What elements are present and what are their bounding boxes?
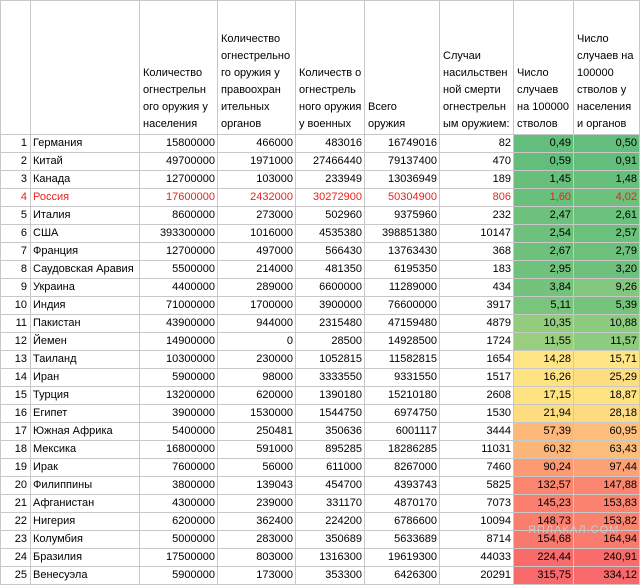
civilian-guns: 15800000 xyxy=(140,135,218,153)
total-guns: 5633689 xyxy=(365,531,440,549)
gun-deaths: 8714 xyxy=(440,531,514,549)
row-number: 3 xyxy=(1,171,31,189)
rate-per-100k-civ: 0,50 xyxy=(574,135,640,153)
table-row xyxy=(1,423,640,441)
police-guns: 283000 xyxy=(218,531,296,549)
header-civilian: Количество огнестрельн ого оружия у населения xyxy=(140,1,218,135)
table-row xyxy=(1,297,640,315)
rate-per-100k-civ: 97,44 xyxy=(574,459,640,477)
row-number: 13 xyxy=(1,351,31,369)
row-number: 14 xyxy=(1,369,31,387)
military-guns: 1390180 xyxy=(296,387,365,405)
gun-deaths: 5825 xyxy=(440,477,514,495)
row-number: 20 xyxy=(1,477,31,495)
rate-per-100k: 2,67 xyxy=(514,243,574,261)
rate-per-100k-civ: 240,91 xyxy=(574,549,640,567)
total-guns: 8267000 xyxy=(365,459,440,477)
country-name: Германия xyxy=(31,135,140,153)
row-number: 19 xyxy=(1,459,31,477)
table-row xyxy=(1,567,640,585)
rate-per-100k: 1,60 xyxy=(514,189,574,207)
rate-per-100k: 14,28 xyxy=(514,351,574,369)
gun-deaths: 1530 xyxy=(440,405,514,423)
watermark: ЯПЛАКАЛ.COM xyxy=(528,524,620,536)
rate-per-100k-civ: 60,95 xyxy=(574,423,640,441)
police-guns: 497000 xyxy=(218,243,296,261)
row-number: 21 xyxy=(1,495,31,513)
table-row xyxy=(1,207,640,225)
gun-deaths: 7460 xyxy=(440,459,514,477)
country-name: Китай xyxy=(31,153,140,171)
gun-deaths: 434 xyxy=(440,279,514,297)
country-name: Бразилия xyxy=(31,549,140,567)
military-guns: 28500 xyxy=(296,333,365,351)
header-police: Количество огнестрельно го оружия у правоохран ительных органов xyxy=(218,1,296,135)
table-row xyxy=(1,279,640,297)
rate-per-100k-civ: 3,20 xyxy=(574,261,640,279)
military-guns: 353300 xyxy=(296,567,365,585)
table-row xyxy=(1,351,640,369)
total-guns: 13036949 xyxy=(365,171,440,189)
rate-per-100k-civ: 63,43 xyxy=(574,441,640,459)
military-guns: 481350 xyxy=(296,261,365,279)
rate-per-100k: 90,24 xyxy=(514,459,574,477)
military-guns: 350636 xyxy=(296,423,365,441)
gun-deaths: 20291 xyxy=(440,567,514,585)
total-guns: 398851380 xyxy=(365,225,440,243)
rate-per-100k: 0,59 xyxy=(514,153,574,171)
total-guns: 4393743 xyxy=(365,477,440,495)
total-guns: 13763430 xyxy=(365,243,440,261)
country-name: Пакистан xyxy=(31,315,140,333)
table-row xyxy=(1,243,640,261)
rate-per-100k: 60,32 xyxy=(514,441,574,459)
civilian-guns: 3800000 xyxy=(140,477,218,495)
police-guns: 1971000 xyxy=(218,153,296,171)
rate-per-100k: 145,23 xyxy=(514,495,574,513)
gun-deaths: 183 xyxy=(440,261,514,279)
police-guns: 289000 xyxy=(218,279,296,297)
police-guns: 0 xyxy=(218,333,296,351)
gun-deaths: 470 xyxy=(440,153,514,171)
civilian-guns: 14900000 xyxy=(140,333,218,351)
police-guns: 98000 xyxy=(218,369,296,387)
military-guns: 2315480 xyxy=(296,315,365,333)
total-guns: 6195350 xyxy=(365,261,440,279)
rate-per-100k-civ: 0,91 xyxy=(574,153,640,171)
gun-deaths: 10147 xyxy=(440,225,514,243)
header-military: Количеств о огнестрель ного оружия у военных xyxy=(296,1,365,135)
row-number: 25 xyxy=(1,567,31,585)
row-number: 17 xyxy=(1,423,31,441)
rate-per-100k: 3,84 xyxy=(514,279,574,297)
gun-deaths: 7073 xyxy=(440,495,514,513)
civilian-guns: 7600000 xyxy=(140,459,218,477)
total-guns: 16749016 xyxy=(365,135,440,153)
civilian-guns: 5900000 xyxy=(140,567,218,585)
table-row xyxy=(1,153,640,171)
gun-deaths: 1724 xyxy=(440,333,514,351)
military-guns: 483016 xyxy=(296,135,365,153)
rate-per-100k-civ: 28,18 xyxy=(574,405,640,423)
row-number: 16 xyxy=(1,405,31,423)
police-guns: 1700000 xyxy=(218,297,296,315)
total-guns: 6001117 xyxy=(365,423,440,441)
country-name: Афганистан xyxy=(31,495,140,513)
rate-per-100k-civ: 4,02 xyxy=(574,189,640,207)
civilian-guns: 43900000 xyxy=(140,315,218,333)
row-number: 22 xyxy=(1,513,31,531)
row-number: 7 xyxy=(1,243,31,261)
rate-per-100k-civ: 25,29 xyxy=(574,369,640,387)
total-guns: 79137400 xyxy=(365,153,440,171)
row-number: 2 xyxy=(1,153,31,171)
rate-per-100k: 0,49 xyxy=(514,135,574,153)
table-row xyxy=(1,171,640,189)
military-guns: 6600000 xyxy=(296,279,365,297)
table-row xyxy=(1,261,640,279)
gun-deaths: 1654 xyxy=(440,351,514,369)
table-row xyxy=(1,135,640,153)
row-number: 18 xyxy=(1,441,31,459)
country-name: Венесуэла xyxy=(31,567,140,585)
civilian-guns: 71000000 xyxy=(140,297,218,315)
civilian-guns: 393300000 xyxy=(140,225,218,243)
rate-per-100k: 224,44 xyxy=(514,549,574,567)
rate-per-100k-civ: 153,83 xyxy=(574,495,640,513)
rate-per-100k-civ: 2,61 xyxy=(574,207,640,225)
rate-per-100k-civ: 15,71 xyxy=(574,351,640,369)
civilian-guns: 49700000 xyxy=(140,153,218,171)
total-guns: 15210180 xyxy=(365,387,440,405)
military-guns: 30272900 xyxy=(296,189,365,207)
rate-per-100k: 1,45 xyxy=(514,171,574,189)
rate-per-100k-civ: 2,79 xyxy=(574,243,640,261)
table-row xyxy=(1,225,640,243)
table-row xyxy=(1,495,640,513)
country-name: Ирак xyxy=(31,459,140,477)
row-number: 12 xyxy=(1,333,31,351)
rate-per-100k-civ: 2,57 xyxy=(574,225,640,243)
rate-per-100k: 57,39 xyxy=(514,423,574,441)
total-guns: 6426300 xyxy=(365,567,440,585)
country-name: Филиппины xyxy=(31,477,140,495)
rate-per-100k-civ: 1,48 xyxy=(574,171,640,189)
row-number: 8 xyxy=(1,261,31,279)
country-name: Россия xyxy=(31,189,140,207)
rate-per-100k: 2,47 xyxy=(514,207,574,225)
military-guns: 1544750 xyxy=(296,405,365,423)
country-name: Иран xyxy=(31,369,140,387)
total-guns: 11582815 xyxy=(365,351,440,369)
gun-deaths: 1517 xyxy=(440,369,514,387)
military-guns: 4535380 xyxy=(296,225,365,243)
gun-deaths: 11031 xyxy=(440,441,514,459)
country-name: Украина xyxy=(31,279,140,297)
rate-per-100k-civ: 5,39 xyxy=(574,297,640,315)
rate-per-100k: 21,94 xyxy=(514,405,574,423)
country-name: Франция xyxy=(31,243,140,261)
rate-per-100k: 10,35 xyxy=(514,315,574,333)
civilian-guns: 10300000 xyxy=(140,351,218,369)
header-index xyxy=(1,1,31,135)
military-guns: 3900000 xyxy=(296,297,365,315)
police-guns: 803000 xyxy=(218,549,296,567)
country-name: Италия xyxy=(31,207,140,225)
military-guns: 1052815 xyxy=(296,351,365,369)
country-name: США xyxy=(31,225,140,243)
gun-deaths: 10094 xyxy=(440,513,514,531)
gun-deaths: 4879 xyxy=(440,315,514,333)
country-name: Мексика xyxy=(31,441,140,459)
civilian-guns: 3900000 xyxy=(140,405,218,423)
gun-deaths: 189 xyxy=(440,171,514,189)
country-name: Колумбия xyxy=(31,531,140,549)
row-number: 6 xyxy=(1,225,31,243)
rate-per-100k-civ: 18,87 xyxy=(574,387,640,405)
table-body xyxy=(1,135,640,585)
rate-per-100k-civ: 153,82 xyxy=(574,513,640,531)
military-guns: 611000 xyxy=(296,459,365,477)
police-guns: 591000 xyxy=(218,441,296,459)
country-name: Саудовская Аравия xyxy=(31,261,140,279)
rate-per-100k: 5,11 xyxy=(514,297,574,315)
table-row xyxy=(1,441,640,459)
total-guns: 50304900 xyxy=(365,189,440,207)
gun-deaths: 806 xyxy=(440,189,514,207)
military-guns: 27466440 xyxy=(296,153,365,171)
police-guns: 944000 xyxy=(218,315,296,333)
total-guns: 14928500 xyxy=(365,333,440,351)
header-per100k-civ: Число случаев на 100000 стволов у населения и органов xyxy=(574,1,640,135)
header-total: Всего оружия xyxy=(365,1,440,135)
table-row xyxy=(1,189,640,207)
rate-per-100k-civ: 9,26 xyxy=(574,279,640,297)
row-number: 24 xyxy=(1,549,31,567)
police-guns: 139043 xyxy=(218,477,296,495)
row-number: 15 xyxy=(1,387,31,405)
country-name: Таиланд xyxy=(31,351,140,369)
header-deaths: Случаи насильствен ной смерти огнестрельн ым оружием: xyxy=(440,1,514,135)
table-row xyxy=(1,333,640,351)
rate-per-100k: 11,55 xyxy=(514,333,574,351)
rate-per-100k: 154,68 xyxy=(514,531,574,549)
military-guns: 895285 xyxy=(296,441,365,459)
table-row xyxy=(1,549,640,567)
rate-per-100k-civ: 10,88 xyxy=(574,315,640,333)
table-row xyxy=(1,387,640,405)
row-number: 5 xyxy=(1,207,31,225)
row-number: 11 xyxy=(1,315,31,333)
rate-per-100k: 2,54 xyxy=(514,225,574,243)
police-guns: 620000 xyxy=(218,387,296,405)
police-guns: 273000 xyxy=(218,207,296,225)
police-guns: 250481 xyxy=(218,423,296,441)
civilian-guns: 13200000 xyxy=(140,387,218,405)
military-guns: 350689 xyxy=(296,531,365,549)
civilian-guns: 12700000 xyxy=(140,171,218,189)
total-guns: 19619300 xyxy=(365,549,440,567)
table-row xyxy=(1,477,640,495)
civilian-guns: 4300000 xyxy=(140,495,218,513)
row-number: 9 xyxy=(1,279,31,297)
gun-deaths: 368 xyxy=(440,243,514,261)
military-guns: 3333550 xyxy=(296,369,365,387)
military-guns: 331170 xyxy=(296,495,365,513)
country-name: Турция xyxy=(31,387,140,405)
rate-per-100k-civ: 11,57 xyxy=(574,333,640,351)
civilian-guns: 17500000 xyxy=(140,549,218,567)
table-row xyxy=(1,369,640,387)
row-number: 10 xyxy=(1,297,31,315)
country-name: Египет xyxy=(31,405,140,423)
country-name: Йемен xyxy=(31,333,140,351)
civilian-guns: 5900000 xyxy=(140,369,218,387)
header-country xyxy=(31,1,140,135)
rate-per-100k: 315,75 xyxy=(514,567,574,585)
civilian-guns: 5500000 xyxy=(140,261,218,279)
header-per100k: Число случаев на 100000 стволов xyxy=(514,1,574,135)
police-guns: 2432000 xyxy=(218,189,296,207)
table-row xyxy=(1,315,640,333)
police-guns: 56000 xyxy=(218,459,296,477)
total-guns: 9331550 xyxy=(365,369,440,387)
military-guns: 233949 xyxy=(296,171,365,189)
police-guns: 1016000 xyxy=(218,225,296,243)
military-guns: 1316300 xyxy=(296,549,365,567)
police-guns: 173000 xyxy=(218,567,296,585)
police-guns: 230000 xyxy=(218,351,296,369)
rate-per-100k: 16,26 xyxy=(514,369,574,387)
police-guns: 103000 xyxy=(218,171,296,189)
table-row xyxy=(1,405,640,423)
rate-per-100k-civ: 164,94 xyxy=(574,531,640,549)
rate-per-100k-civ: 334,12 xyxy=(574,567,640,585)
country-name: Индия xyxy=(31,297,140,315)
total-guns: 47159480 xyxy=(365,315,440,333)
row-number: 23 xyxy=(1,531,31,549)
gun-deaths: 2608 xyxy=(440,387,514,405)
police-guns: 362400 xyxy=(218,513,296,531)
rate-per-100k: 148,73 xyxy=(514,513,574,531)
civilian-guns: 16800000 xyxy=(140,441,218,459)
gun-deaths: 82 xyxy=(440,135,514,153)
country-name: Канада xyxy=(31,171,140,189)
total-guns: 6974750 xyxy=(365,405,440,423)
military-guns: 566430 xyxy=(296,243,365,261)
total-guns: 6786600 xyxy=(365,513,440,531)
gun-deaths: 44033 xyxy=(440,549,514,567)
total-guns: 11289000 xyxy=(365,279,440,297)
police-guns: 1530000 xyxy=(218,405,296,423)
header-row xyxy=(1,1,640,135)
gun-deaths: 3444 xyxy=(440,423,514,441)
total-guns: 4870170 xyxy=(365,495,440,513)
gun-deaths: 232 xyxy=(440,207,514,225)
police-guns: 466000 xyxy=(218,135,296,153)
civilian-guns: 12700000 xyxy=(140,243,218,261)
civilian-guns: 5000000 xyxy=(140,531,218,549)
total-guns: 9375960 xyxy=(365,207,440,225)
total-guns: 18286285 xyxy=(365,441,440,459)
civilian-guns: 6200000 xyxy=(140,513,218,531)
row-number: 4 xyxy=(1,189,31,207)
police-guns: 239000 xyxy=(218,495,296,513)
total-guns: 76600000 xyxy=(365,297,440,315)
military-guns: 502960 xyxy=(296,207,365,225)
gun-deaths: 3917 xyxy=(440,297,514,315)
rate-per-100k: 132,57 xyxy=(514,477,574,495)
military-guns: 454700 xyxy=(296,477,365,495)
country-name: Южная Африка xyxy=(31,423,140,441)
table-row xyxy=(1,459,640,477)
row-number: 1 xyxy=(1,135,31,153)
civilian-guns: 5400000 xyxy=(140,423,218,441)
rate-per-100k: 17,15 xyxy=(514,387,574,405)
civilian-guns: 4400000 xyxy=(140,279,218,297)
police-guns: 214000 xyxy=(218,261,296,279)
civilian-guns: 8600000 xyxy=(140,207,218,225)
country-name: Нигерия xyxy=(31,513,140,531)
rate-per-100k: 2,95 xyxy=(514,261,574,279)
military-guns: 224200 xyxy=(296,513,365,531)
civilian-guns: 17600000 xyxy=(140,189,218,207)
rate-per-100k-civ: 147,88 xyxy=(574,477,640,495)
